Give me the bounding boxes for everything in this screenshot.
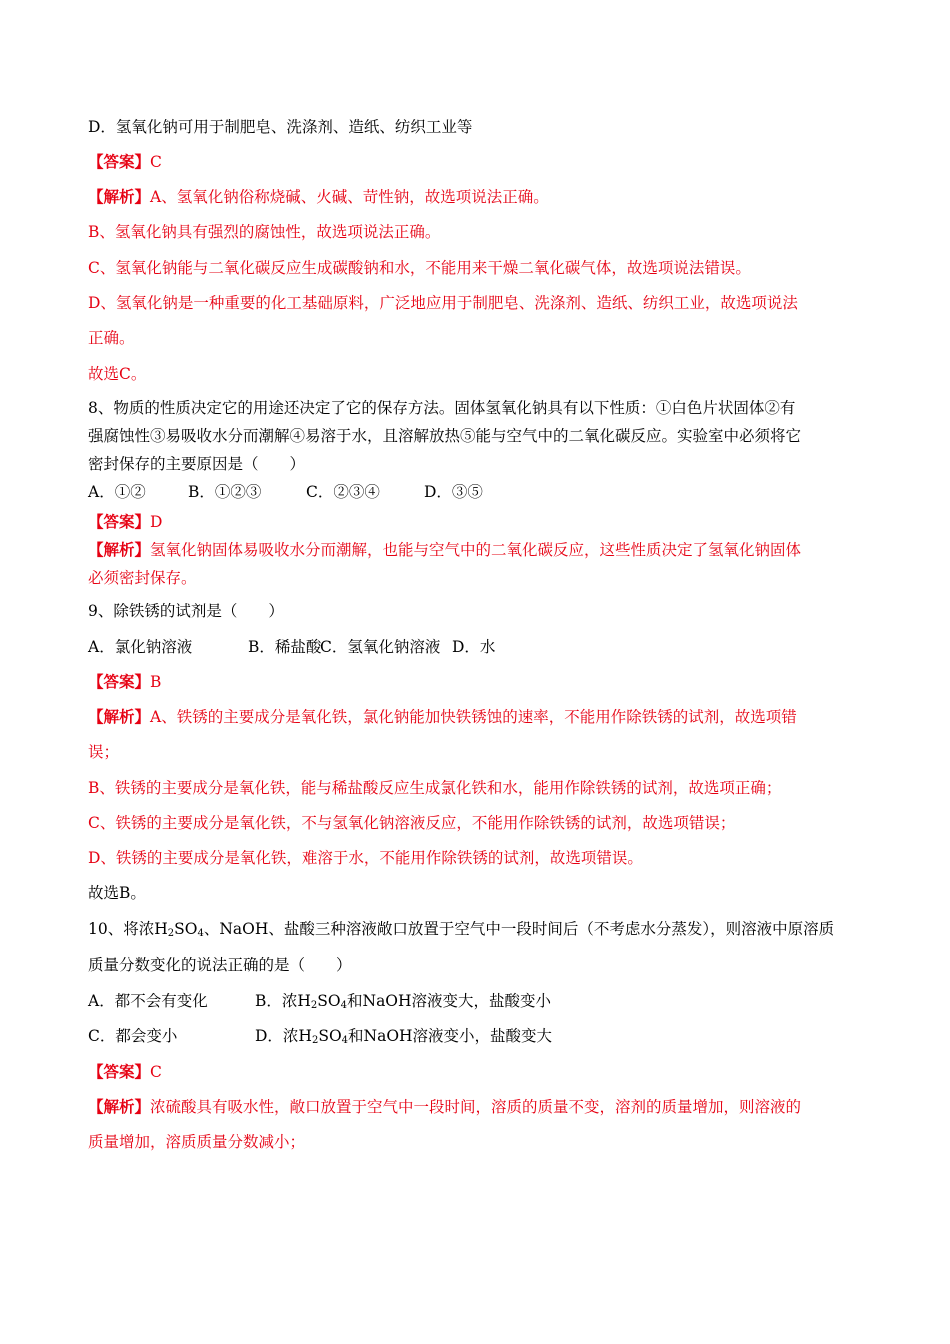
stem-text: 、NaOH、盐酸三种溶液敞口放置于空气中一段时间后（不考虑水分蒸发），则溶液中原溶质 [203,920,835,938]
q10-option-b: B．浓$H_2SO_4$和NaOH溶液变大，盐酸变小 [255,992,552,1011]
answer-label: 【答案】 [88,672,151,691]
q9-analysis-line: D、铁锈的主要成分是氧化铁，难溶于水，不能用作除铁锈的试剂，故选项错误。 [88,849,643,867]
subscript: 2 [167,928,175,939]
analysis-label: 【解析】 [88,707,151,726]
q10-analysis-line [88,1096,801,1118]
q10-option-a: A．都不会有变化 [88,992,208,1010]
q8-analysis-line [88,539,801,561]
q10-options-row-1 [88,990,551,1012]
q7-analysis-line: 正确。 [88,329,135,347]
q8-stem: 密封保存的主要原因是（ ） [88,455,306,473]
q9-option-c: C．氢氧化钠溶液 [320,638,441,656]
q9-analysis-line [88,706,797,728]
q9-option-b: B．稀盐酸 [248,638,322,656]
analysis-text: A、铁锈的主要成分是氧化铁，氯化钠能加快铁锈蚀的速率，不能用作除铁锈的试剂，故选项错 [150,708,797,726]
analysis-text: A、氢氧化钠俗称烧碱、火碱、苛性钠，故选项说法正确。 [150,188,549,206]
q8-option-b: B．①②③ [188,483,262,501]
answer-label: 【答案】 [88,1062,151,1081]
answer-label: 【答案】 [88,512,151,531]
q9-option-a: A．氯化钠溶液 [88,638,193,656]
q9-answer [88,671,161,693]
answer-value: D [150,513,163,531]
q10-options-row-2 [88,1025,552,1047]
q7-analysis-line: D、氢氧化钠是一种重要的化工基础原料，广泛地应用于制肥皂、洗涤剂、造纸、纺织工业，故选项说法 [88,294,798,312]
analysis-label: 【解析】 [88,540,151,559]
q10-option-c: C．都会变小 [88,1027,178,1045]
answer-value: C [150,1063,162,1081]
analysis-text: 氢氧化钠固体易吸收水分而潮解，也能与空气中的二氧化碳反应，这些性质决定了氢氧化钠固体 [150,541,802,559]
q7-analysis-line: C、氢氧化钠能与二氧化碳反应生成碳酸钠和水，不能用来干燥二氧化碳气体，故选项说法错误。 [88,259,751,277]
q9-analysis-line: C、铁锈的主要成分是氧化铁，不与氢氧化钠溶液反应，不能用作除铁锈的试剂，故选项错误； [88,814,736,832]
q7-option-d: D．氢氧化钠可用于制肥皂、洗涤剂、造纸、纺织工业等 [88,118,473,136]
answer-label: 【答案】 [88,152,151,171]
stem-text: 10、将浓H [88,920,168,938]
analysis-label: 【解析】 [88,1097,151,1116]
q8-option-c: C．②③④ [306,483,380,501]
q9-option-d: D．水 [452,638,496,656]
q8-stem: 强腐蚀性③易吸收水分而潮解④易溶于水，且溶解放热⑤能与空气中的二氧化碳反应。实验室中必须将它 [88,427,802,445]
q7-analysis-line [88,186,549,208]
subscript: 4 [197,928,204,939]
q8-option-a: A．①② [88,483,146,501]
q9-options [88,636,495,658]
answer-value: C [150,153,162,171]
q8-options [88,481,483,503]
q7-analysis-line: B、氢氧化钠具有强烈的腐蚀性，故选项说法正确。 [88,223,441,241]
q9-stem: 9、除铁锈的试剂是（ ） [88,602,284,620]
q8-analysis-line: 必须密封保存。 [88,569,197,587]
analysis-text: 浓硫酸具有吸水性，敞口放置于空气中一段时间，溶质的质量不变，溶剂的质量增加，则溶液的 [150,1098,802,1116]
q9-analysis-line: 误； [88,743,120,761]
q7-conclusion: 故选C。 [88,365,147,383]
q10-answer [88,1061,162,1083]
analysis-label: 【解析】 [88,187,151,206]
q7-answer [88,151,162,173]
q8-stem: 8、物质的性质决定它的用途还决定了它的保存方法。固体氢氧化钠具有以下性质：①白色片状固体②有 [88,399,796,417]
q9-conclusion: 故选B。 [88,884,146,902]
answer-value: B [150,673,162,691]
q9-analysis-line: B、铁锈的主要成分是氧化铁，能与稀盐酸反应生成氯化铁和水，能用作除铁锈的试剂，故选项正确； [88,779,782,797]
q8-option-d: D．③⑤ [424,483,483,501]
q10-stem [88,918,834,940]
q10-analysis-line: 质量增加，溶质质量分数减小； [88,1133,306,1151]
q8-answer [88,511,162,533]
q10-option-d: D．浓$H_2SO_4$和NaOH溶液变小，盐酸变大 [255,1027,553,1046]
stem-text: SO [174,920,198,938]
q10-stem: 质量分数变化的说法正确的是（ ） [88,956,352,974]
